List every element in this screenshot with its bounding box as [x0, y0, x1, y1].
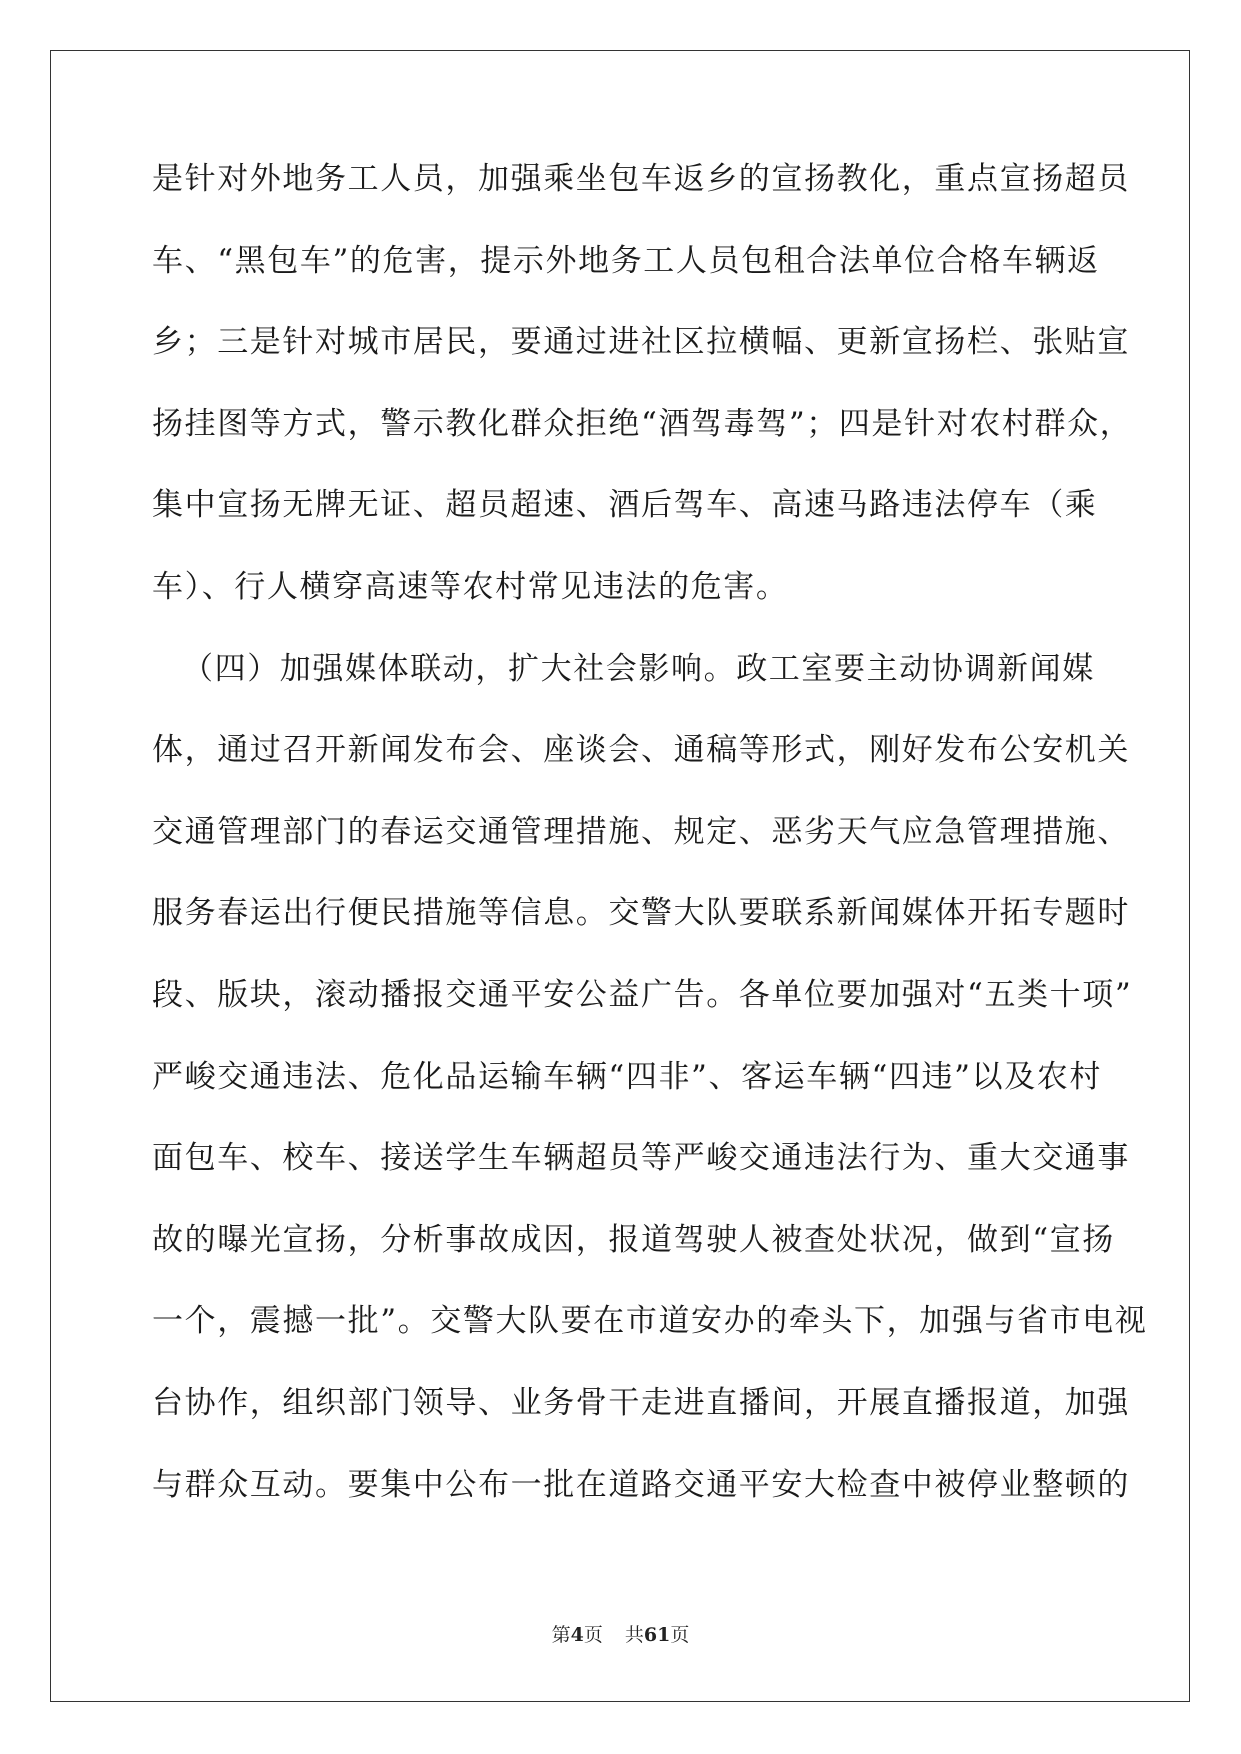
text-line: 集中宣扬无牌无证、超员超速、酒后驾车、高速马路违法停车（乘 [152, 487, 1098, 524]
text-line: 乡；三是针对城市居民，要通过进社区拉横幅、更新宣扬栏、张贴宣 [152, 324, 1130, 361]
text-line: 面包车、校车、接送学生车辆超员等严峻交通违法行为、重大交通事 [152, 1140, 1130, 1177]
footer-page-suffix: 页 [583, 1624, 603, 1646]
text-line: 段、版块，滚动播报交通平安公益广告。各单位要加强对“五类十项” [152, 976, 1133, 1013]
text-line: 台协作，组织部门领导、业务骨干走进直播间，开展直播报道，加强 [152, 1384, 1130, 1421]
page-number: 4 [570, 1624, 584, 1646]
footer-prefix: 第 [551, 1624, 571, 1646]
page-footer [0, 1620, 1241, 1647]
text-line: 故的曝光宣扬，分析事故成因，报道驾驶人被查处状况，做到“宣扬 [152, 1221, 1115, 1258]
text-line: 与群众互动。要集中公布一批在道路交通平安大检查中被停业整顿的 [152, 1466, 1130, 1503]
footer-total-suffix: 页 [670, 1624, 690, 1646]
text-line: 服务春运出行便民措施等信息。交警大队要联系新闻媒体开拓专题时 [152, 895, 1130, 932]
text-line: 一个，震撼一批”。交警大队要在市道安办的牵头下，加强与省市电视 [152, 1303, 1148, 1340]
text-line: 体，通过召开新闻发布会、座谈会、通稿等形式，刚好发布公安机关 [152, 732, 1130, 769]
text-line: 扬挂图等方式，警示教化群众拒绝“酒驾毒驾”；四是针对农村群众， [152, 405, 1133, 442]
paragraph-start-line: （四）加强媒体联动，扩大社会影响。政工室要主动协调新闻媒 [182, 650, 1095, 687]
document-body [152, 155, 1148, 1542]
text-line: 交通管理部门的春运交通管理措施、规定、恶劣天气应急管理措施、 [152, 813, 1130, 850]
text-line: 是针对外地务工人员，加强乘坐包车返乡的宣扬教化，重点宣扬超员 [152, 161, 1130, 197]
text-line: 严峻交通违法、危化品运输车辆“四非”、客运车辆“四违”以及农村 [152, 1058, 1102, 1095]
text-line: 车）、行人横穿高速等农村常见违法的危害。 [152, 568, 789, 605]
footer-total-prefix: 共 [624, 1624, 644, 1646]
text-line: 车、“黑包车”的危害，提示外地务工人员包租合法单位合格车辆返 [152, 242, 1100, 279]
total-pages: 61 [643, 1624, 671, 1646]
